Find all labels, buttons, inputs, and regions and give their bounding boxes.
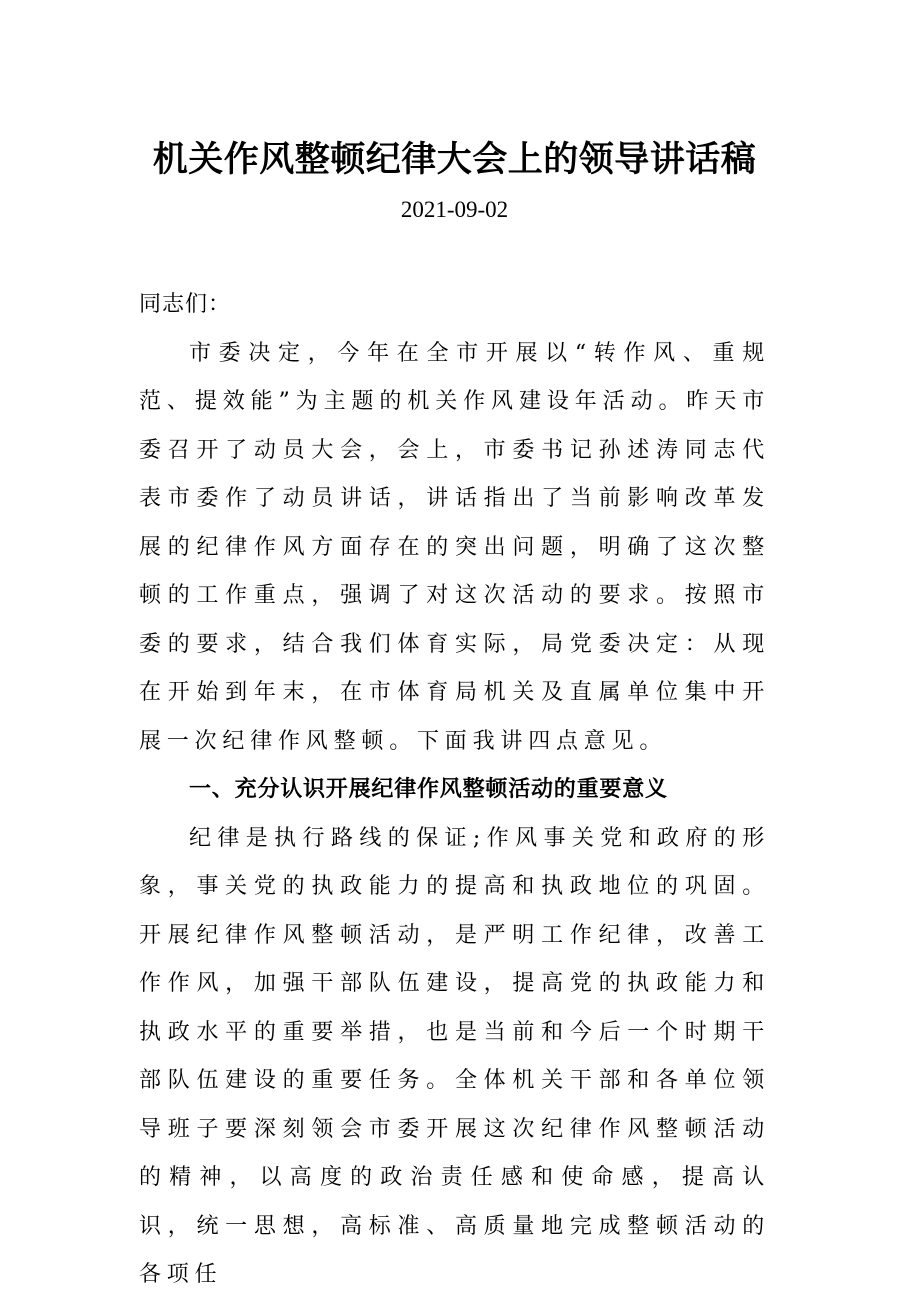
section-paragraph: 纪律是执行路线的保证;作风事关党和政府的形象，事关党的执政能力的提高和执政地位的巩固。开展纪律作风整顿活动，是严明工作纪律，改善工作作风，加强干部队伍建设，提高党的执政能力和执政水平的重要举措，也是当前和今后一个时期干部队伍建设的重要任务。全体机关干部和各单位领导班子要深刻领会市委开展这次纪律作风整顿活动的精神，以高度的政治责任感和使命感，提高认识，统一思想，高标准、高质量地完成整顿活动的各项任 [139,825,770,1287]
intro-paragraph: 市委决定，今年在全市开展以“转作风、重规范、提效能”为主题的机关作风建设年活动。昨天市委召开了动员大会，会上，市委书记孙述涛同志代表市委作了动员讲话，讲话指出了当前影响改革发展的纪律作风方面存在的突出问题，明确了这次整顿的工作重点，强调了对这次活动的要求。按照市委的要求，结合我们体育实际，局党委决定：从现在开始到年末，在市体育局机关及直属单位集中开展一次纪律作风整顿。下面我讲四点意见。 [139,340,770,754]
greeting: 同志们： [139,292,232,317]
document-body [139,281,770,1300]
document-title: 机关作风整顿纪律大会上的领导讲话稿 [152,139,757,181]
document-date: 2021-09-02 [400,197,509,222]
section-heading: 一、充分认识开展纪律作风整顿活动的重要意义 [189,777,668,802]
